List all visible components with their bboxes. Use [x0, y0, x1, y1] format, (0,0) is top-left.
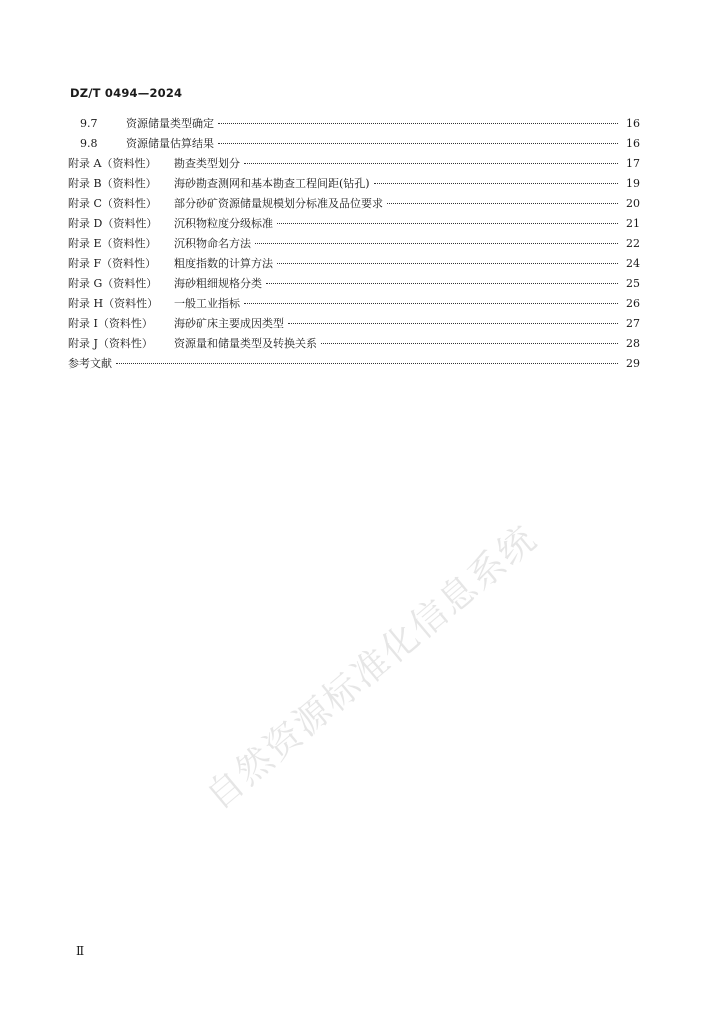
toc-entry-appendix-j[interactable]: [68, 334, 640, 354]
toc-entry-page: 16: [626, 137, 640, 150]
toc-entry-page: 22: [626, 237, 640, 250]
toc-entry-appendix-label: 附录 H（资料性）: [68, 297, 159, 310]
toc-entry-references[interactable]: [68, 354, 640, 374]
toc-entry-page: 25: [626, 277, 640, 290]
toc-entry-9-8[interactable]: [68, 134, 640, 154]
document-code-header: DZ/T 0494—2024: [70, 86, 183, 100]
toc-entry-page: 21: [626, 217, 640, 230]
toc-entry-appendix-c[interactable]: [68, 194, 640, 214]
toc-entry-page: 26: [626, 297, 640, 310]
toc-entry-page: 24: [626, 257, 640, 270]
page-number: Ⅱ: [76, 944, 85, 958]
toc-entry-appendix-d[interactable]: [68, 214, 640, 234]
toc-dot-leader: [218, 123, 618, 124]
toc-dot-leader: [288, 323, 618, 324]
toc-entry-9-7[interactable]: [68, 114, 640, 134]
watermark: 自然资源标准化信息系统: [198, 517, 546, 818]
toc-dot-leader: [374, 183, 618, 184]
toc-entry-page: 28: [626, 337, 640, 350]
toc-entry-appendix-label: 附录 E（资料性）: [68, 237, 157, 250]
toc-entry-title: 一般工业指标: [174, 297, 240, 310]
toc-entry-number: 9.8: [80, 137, 98, 150]
toc-entry-title: 勘查类型划分: [174, 157, 240, 170]
toc-entry-appendix-label: 附录 B（资料性）: [68, 177, 157, 190]
toc-entry-appendix-i[interactable]: [68, 314, 640, 334]
toc-entry-title: 沉积物命名方法: [174, 237, 251, 250]
toc-dot-leader: [277, 223, 618, 224]
toc-entry-title: 资源储量类型确定: [126, 117, 214, 130]
toc-entry-appendix-b[interactable]: [68, 174, 640, 194]
toc-dot-leader: [277, 263, 618, 264]
toc-entry-appendix-h[interactable]: [68, 294, 640, 314]
toc-entry-title: 海砂勘查测网和基本勘查工程间距(钻孔): [174, 177, 370, 190]
table-of-contents: [68, 114, 640, 374]
toc-dot-leader: [387, 203, 618, 204]
toc-entry-appendix-e[interactable]: [68, 234, 640, 254]
toc-entry-page: 16: [626, 117, 640, 130]
toc-entry-title: 部分砂矿资源储量规模划分标准及品位要求: [174, 197, 383, 210]
toc-entry-page: 20: [626, 197, 640, 210]
toc-entry-appendix-label: 附录 A（资料性）: [68, 157, 157, 170]
toc-entry-title: 粗度指数的计算方法: [174, 257, 273, 270]
toc-dot-leader: [244, 163, 618, 164]
toc-dot-leader: [266, 283, 618, 284]
toc-entry-appendix-a[interactable]: [68, 154, 640, 174]
toc-entry-appendix-g[interactable]: [68, 274, 640, 294]
toc-entry-page: 29: [626, 357, 640, 370]
toc-entry-number: 9.7: [80, 117, 98, 130]
toc-entry-title: 参考文献: [68, 357, 112, 370]
toc-entry-appendix-label: 附录 D（资料性）: [68, 217, 158, 230]
toc-dot-leader: [255, 243, 618, 244]
toc-entry-title: 海砂矿床主要成因类型: [174, 317, 284, 330]
toc-entry-appendix-f[interactable]: [68, 254, 640, 274]
toc-entry-title: 资源量和储量类型及转换关系: [174, 337, 317, 350]
toc-dot-leader: [244, 303, 618, 304]
toc-entry-appendix-label: 附录 C（资料性）: [68, 197, 157, 210]
toc-entry-title: 资源储量估算结果: [126, 137, 214, 150]
toc-entry-appendix-label: 附录 F（资料性）: [68, 257, 157, 270]
toc-dot-leader: [116, 363, 618, 364]
toc-entry-page: 27: [626, 317, 640, 330]
toc-entry-appendix-label: 附录 G（资料性）: [68, 277, 158, 290]
toc-entry-title: 海砂粗细规格分类: [174, 277, 262, 290]
toc-entry-title: 沉积物粒度分级标准: [174, 217, 273, 230]
toc-dot-leader: [321, 343, 618, 344]
toc-entry-page: 17: [626, 157, 640, 170]
toc-entry-appendix-label: 附录 J（资料性）: [68, 337, 153, 350]
toc-entry-page: 19: [626, 177, 640, 190]
toc-entry-appendix-label: 附录 I（资料性）: [68, 317, 153, 330]
toc-dot-leader: [218, 143, 618, 144]
